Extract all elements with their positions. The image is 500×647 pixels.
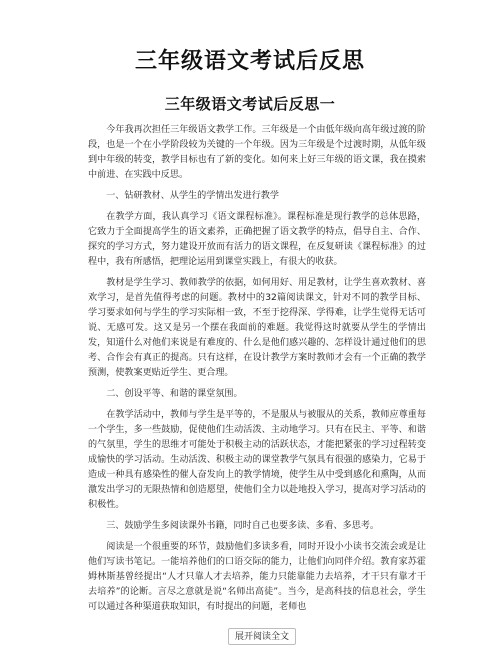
paragraph-reading: 阅读是一个很重要的环节，鼓励他们多读多看，同时开设小小读书交流会或是让他们写读书笔记。一能培养他们的口语交际的能力，让他们向同伴介绍。教育家苏霍姆林斯基曾经提出“人才只靠人才去培养，能力只能靠能力去培养，才干只有靠才干去培养”的论断。言尽之意就是说“名师出高徒”。当今，是高科技的信息社会，学生可以通过各种渠道获取知识，有时提出的问题，老师也 xyxy=(88,542,426,612)
document-body xyxy=(88,123,426,615)
section-heading-2: 二、创设平等、和谐的课堂氛围。 xyxy=(106,389,243,399)
paragraph-curriculum: 在教学方面，我认真学习《语文课程标准》。课程标准是现行教学的总体思路，它致力于全面提高学生的语文素养，正确把握了语文教学的特点，倡导自主、合作、探究的学习方式，努力建设开放而有活力的语文课程，在反复研读《课程标准》的过程中，我有所感悟，把理论运用到课堂实践上，有很大的收获。 xyxy=(88,212,426,267)
section-heading-3: 三、鼓励学生多阅读课外书籍，同时自己也要多读、多看、多思考。 xyxy=(106,521,380,531)
paragraph-intro: 今年我再次担任三年级语文教学工作。三年级是一个由低年级向高年级过渡的阶段，也是一个在小学阶段较为关键的一个年级。因为三年级是个过渡时期，从低年级到中年级的转变，教学目标也有了新的变化。如何来上好三年级的语文课，我在摸索中前进、在实践中反思。 xyxy=(88,125,426,180)
document-subtitle: 三年级语文考试后反思一 xyxy=(164,95,336,113)
paragraph-classroom: 在教学活动中，教师与学生是平等的，不是服从与被服从的关系，教师应尊重每一个学生，多一些鼓励，促使他们生动活泼、主动地学习。只有在民主、平等、和谐的气氛里，学生的思维才可能处于积极主动的活跃状态，才能把紧张的学习过程转变成愉快的学习活动。生动活泼、积极主动的课堂教学气氛具有很强的感染力，它易于造成一种具有感染性的催人奋发向上的教学情境，使学生从中受到感化和熏陶，从而激发出学习的无限热情和创造愿望，使他们全力以赴地投入学习，提高对学习活动的积极性。 xyxy=(88,410,426,510)
document-title: 三年级语文考试后反思 xyxy=(134,49,365,74)
expand-full-text-button[interactable]: 展开阅读全文 xyxy=(228,628,296,645)
section-heading-1: 一、钻研教材、从学生的学情出发进行教学 xyxy=(106,191,279,201)
paragraph-textbook: 教材是学生学习、教师教学的依据，如何用好、用足教材，让学生喜欢教材、喜欢学习，是首先值得考虑的问题。教材中的32篇阅读课文，针对不同的教学目标、学习要求如何与学生的学习实际相一致，不至于挖得深、学得难，让学生觉得无话可说、无感可发。这又是另一个摆在我面前的难题。我觉得这时就要从学生的学情出发，知道什么对他们来说是有难度的、什么是他们感兴趣的、怎样设计通过他们的思考、合作会有真正的提高。只有这样，在设计教学方案时教师才会有一个正确的教学预测，使教案更贴近学生、更合理。 xyxy=(88,278,426,378)
